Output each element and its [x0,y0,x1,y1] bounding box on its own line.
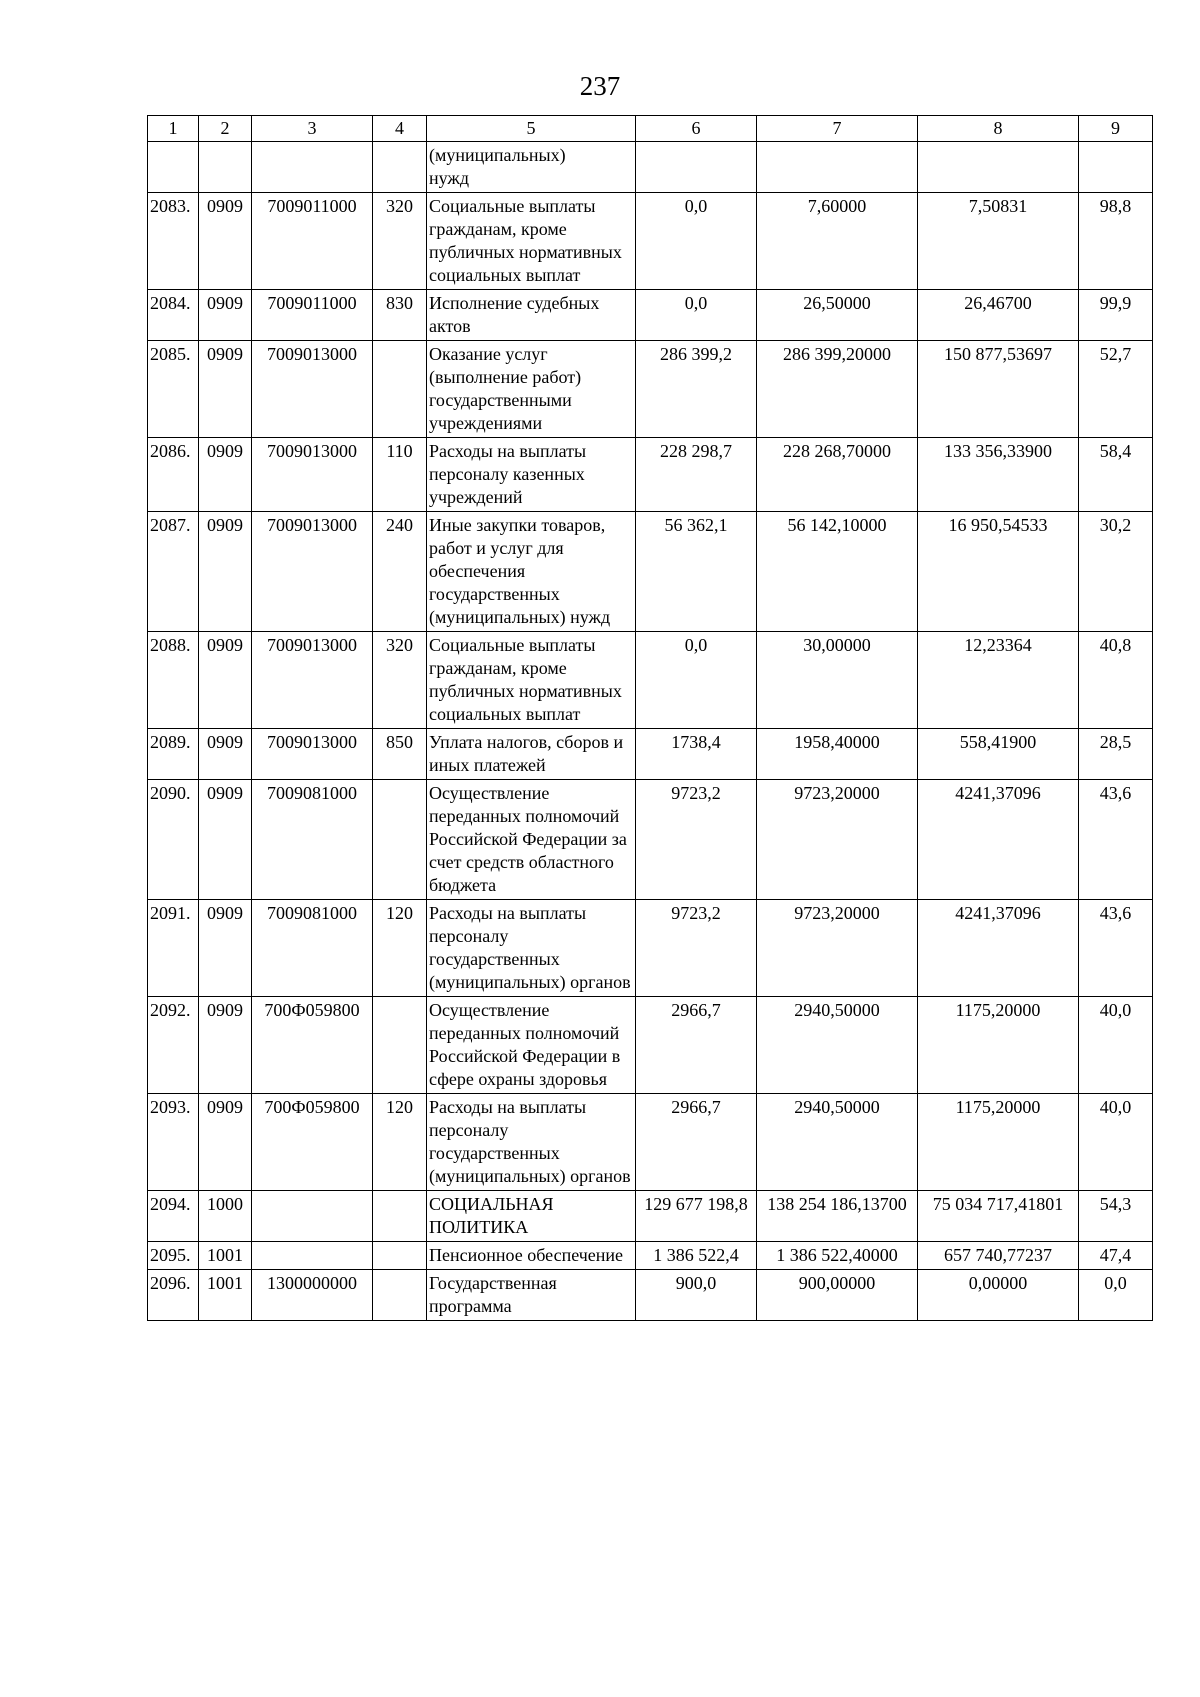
column-header: 9 [1079,116,1153,142]
description-cell: Социальные выплаты гражданам, кроме публичных нормативных социальных выплат [427,632,636,729]
approved-plan-cell: 228 298,7 [636,438,757,512]
row-number-cell: 2087. [148,512,199,632]
table-row [148,997,1153,1094]
approved-plan-cell: 2966,7 [636,1094,757,1191]
refined-plan-cell: 138 254 186,13700 [757,1191,918,1242]
target-article-cell: 7009081000 [252,900,373,997]
table-row [148,1191,1153,1242]
percent-cell: 40,8 [1079,632,1153,729]
approved-plan-cell: 286 399,2 [636,341,757,438]
refined-plan-cell: 228 268,70000 [757,438,918,512]
expense-type-cell [373,341,427,438]
expense-type-cell: 320 [373,193,427,290]
row-number-cell: 2094. [148,1191,199,1242]
percent-cell: 99,9 [1079,290,1153,341]
table-row [148,1242,1153,1270]
description-cell: Государственная программа [427,1270,636,1321]
row-number-cell: 2089. [148,729,199,780]
approved-plan-cell: 0,0 [636,193,757,290]
section-code-cell: 0909 [199,438,252,512]
target-article-cell [252,1191,373,1242]
refined-plan-cell: 56 142,10000 [757,512,918,632]
row-number-cell: 2093. [148,1094,199,1191]
section-code-cell: 0909 [199,512,252,632]
actual-cell: 1175,20000 [918,1094,1079,1191]
table-row [148,193,1153,290]
header-row [148,116,1153,142]
actual-cell: 1175,20000 [918,997,1079,1094]
description-cell: Оказание услуг (выполнение работ) государственными учреждениями [427,341,636,438]
column-header: 6 [636,116,757,142]
expense-type-cell: 120 [373,900,427,997]
percent-cell [1079,142,1153,193]
refined-plan-cell: 286 399,20000 [757,341,918,438]
expense-type-cell: 830 [373,290,427,341]
percent-cell: 43,6 [1079,780,1153,900]
percent-cell: 0,0 [1079,1270,1153,1321]
target-article-cell: 700Ф059800 [252,1094,373,1191]
description-cell: Расходы на выплаты персоналу государственных (муниципальных) органов [427,900,636,997]
section-code-cell: 0909 [199,780,252,900]
row-number-cell: 2091. [148,900,199,997]
actual-cell: 4241,37096 [918,900,1079,997]
actual-cell: 133 356,33900 [918,438,1079,512]
section-code-cell: 1001 [199,1270,252,1321]
refined-plan-cell: 1958,40000 [757,729,918,780]
column-header: 4 [373,116,427,142]
row-number-cell: 2095. [148,1242,199,1270]
table-row [148,729,1153,780]
actual-cell: 4241,37096 [918,780,1079,900]
section-code-cell: 1001 [199,1242,252,1270]
approved-plan-cell: 9723,2 [636,900,757,997]
table-row [148,632,1153,729]
expense-type-cell [373,1270,427,1321]
section-code-cell: 0909 [199,997,252,1094]
section-code-cell: 0909 [199,193,252,290]
percent-cell: 58,4 [1079,438,1153,512]
actual-cell [918,142,1079,193]
percent-cell: 30,2 [1079,512,1153,632]
target-article-cell: 700Ф059800 [252,997,373,1094]
approved-plan-cell: 9723,2 [636,780,757,900]
target-article-cell: 1300000000 [252,1270,373,1321]
target-article-cell: 7009013000 [252,632,373,729]
target-article-cell: 7009013000 [252,438,373,512]
actual-cell: 26,46700 [918,290,1079,341]
target-article-cell [252,1242,373,1270]
page-number: 237 [579,71,621,101]
section-code-cell: 0909 [199,632,252,729]
approved-plan-cell: 56 362,1 [636,512,757,632]
percent-cell: 40,0 [1079,997,1153,1094]
table-row [148,1094,1153,1191]
expense-type-cell: 110 [373,438,427,512]
description-cell: Расходы на выплаты персоналу государственных (муниципальных) органов [427,1094,636,1191]
row-number-cell [148,142,199,193]
refined-plan-cell: 9723,20000 [757,900,918,997]
table-row [148,512,1153,632]
refined-plan-cell: 7,60000 [757,193,918,290]
table-row [148,780,1153,900]
expense-type-cell [373,142,427,193]
percent-cell: 28,5 [1079,729,1153,780]
table-row [148,1270,1153,1321]
column-header: 7 [757,116,918,142]
expense-type-cell [373,997,427,1094]
column-header: 2 [199,116,252,142]
actual-cell: 150 877,53697 [918,341,1079,438]
description-cell: Расходы на выплаты персоналу казенных учреждений [427,438,636,512]
description-cell: Социальные выплаты гражданам, кроме публичных нормативных социальных выплат [427,193,636,290]
expense-type-cell: 120 [373,1094,427,1191]
description-cell: (муниципальных) нужд [427,142,636,193]
target-article-cell [252,142,373,193]
refined-plan-cell: 9723,20000 [757,780,918,900]
row-number-cell: 2092. [148,997,199,1094]
percent-cell: 52,7 [1079,341,1153,438]
table-row [148,900,1153,997]
section-code-cell [199,142,252,193]
section-code-cell: 0909 [199,729,252,780]
target-article-cell: 7009011000 [252,290,373,341]
row-number-cell: 2096. [148,1270,199,1321]
description-cell: Исполнение судебных актов [427,290,636,341]
percent-cell: 54,3 [1079,1191,1153,1242]
refined-plan-cell: 1 386 522,40000 [757,1242,918,1270]
table-row [148,438,1153,512]
approved-plan-cell: 900,0 [636,1270,757,1321]
row-number-cell: 2088. [148,632,199,729]
percent-cell: 47,4 [1079,1242,1153,1270]
actual-cell: 16 950,54533 [918,512,1079,632]
actual-cell: 12,23364 [918,632,1079,729]
row-number-cell: 2084. [148,290,199,341]
actual-cell: 0,00000 [918,1270,1079,1321]
description-cell: СОЦИАЛЬНАЯ ПОЛИТИКА [427,1191,636,1242]
column-header: 1 [148,116,199,142]
refined-plan-cell [757,142,918,193]
approved-plan-cell: 1 386 522,4 [636,1242,757,1270]
table-row [148,142,1153,193]
percent-cell: 43,6 [1079,900,1153,997]
expense-type-cell: 240 [373,512,427,632]
row-number-cell: 2083. [148,193,199,290]
target-article-cell: 7009081000 [252,780,373,900]
column-header: 5 [427,116,636,142]
expense-type-cell [373,780,427,900]
section-code-cell: 0909 [199,1094,252,1191]
refined-plan-cell: 26,50000 [757,290,918,341]
approved-plan-cell: 1738,4 [636,729,757,780]
actual-cell: 657 740,77237 [918,1242,1079,1270]
actual-cell: 7,50831 [918,193,1079,290]
table-row [148,341,1153,438]
approved-plan-cell: 129 677 198,8 [636,1191,757,1242]
refined-plan-cell: 2940,50000 [757,997,918,1094]
column-header: 8 [918,116,1079,142]
refined-plan-cell: 2940,50000 [757,1094,918,1191]
refined-plan-cell: 30,00000 [757,632,918,729]
description-cell: Иные закупки товаров, работ и услуг для обеспечения государственных (муниципальных) нужд [427,512,636,632]
column-header: 3 [252,116,373,142]
expense-type-cell [373,1242,427,1270]
section-code-cell: 0909 [199,900,252,997]
section-code-cell: 1000 [199,1191,252,1242]
approved-plan-cell [636,142,757,193]
row-number-cell: 2090. [148,780,199,900]
expense-type-cell: 320 [373,632,427,729]
percent-cell: 40,0 [1079,1094,1153,1191]
section-code-cell: 0909 [199,341,252,438]
row-number-cell: 2086. [148,438,199,512]
approved-plan-cell: 0,0 [636,290,757,341]
table-row [148,290,1153,341]
description-cell: Осуществление переданных полномочий Российской Федерации за счет средств областного бюджета [427,780,636,900]
approved-plan-cell: 2966,7 [636,997,757,1094]
actual-cell: 558,41900 [918,729,1079,780]
target-article-cell: 7009013000 [252,512,373,632]
description-cell: Уплата налогов, сборов и иных платежей [427,729,636,780]
target-article-cell: 7009011000 [252,193,373,290]
percent-cell: 98,8 [1079,193,1153,290]
description-cell: Осуществление переданных полномочий Российской Федерации в сфере охраны здоровья [427,997,636,1094]
budget-table [147,115,1153,1321]
expense-type-cell: 850 [373,729,427,780]
approved-plan-cell: 0,0 [636,632,757,729]
description-cell: Пенсионное обеспечение [427,1242,636,1270]
row-number-cell: 2085. [148,341,199,438]
expense-type-cell [373,1191,427,1242]
section-code-cell: 0909 [199,290,252,341]
actual-cell: 75 034 717,41801 [918,1191,1079,1242]
table-body [148,142,1153,1321]
target-article-cell: 7009013000 [252,341,373,438]
refined-plan-cell: 900,00000 [757,1270,918,1321]
target-article-cell: 7009013000 [252,729,373,780]
